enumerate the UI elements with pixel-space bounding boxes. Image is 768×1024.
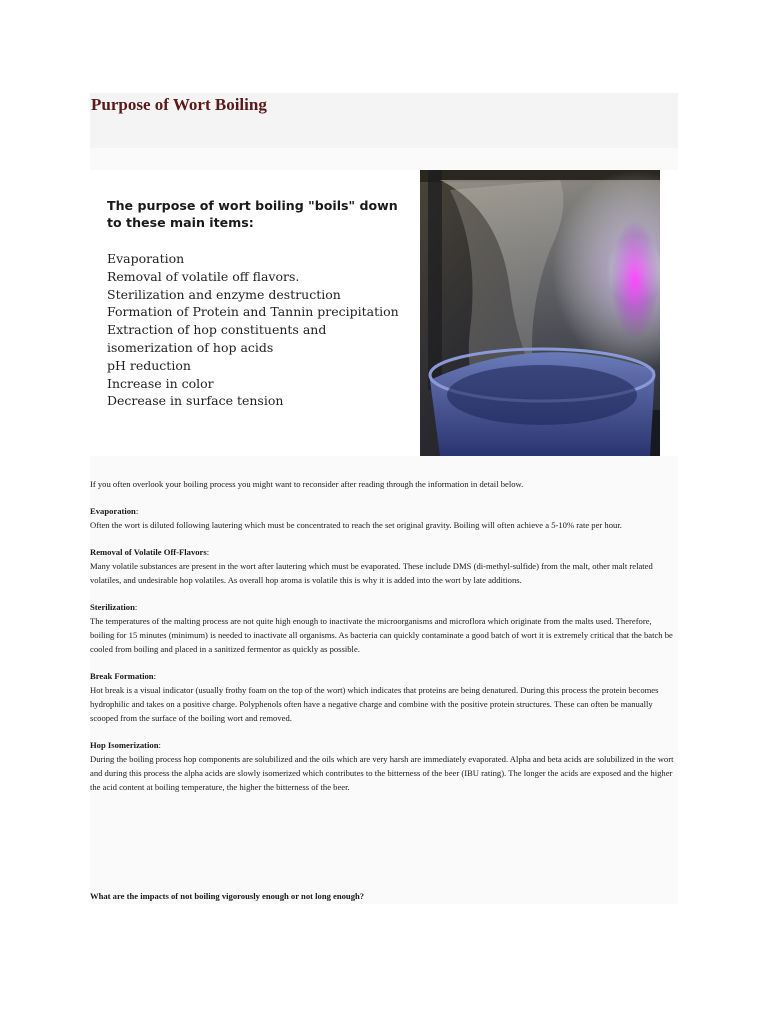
- article-body: [90, 477, 678, 807]
- section-text: Hot break is a visual indicator (usually frothy foam on the top of the wort) which indicates that proteins are being denatured. During this process the protein becomes hydrophilic and takes on a positive charge. Polyphenols often have a negative charge and combine with the positive protein structures. These can often be manually scooped from the surface of the boiling wort and removed.: [90, 685, 659, 723]
- section-evaporation: Evaporation: Often the wort is diluted following lautering which must be concentrated to reach the set original gravity. Boiling will often achieve a 5-10% rate per hour.: [90, 504, 678, 532]
- list-item: Decrease in surface tension: [107, 393, 284, 409]
- boiling-pot-photo: [420, 170, 660, 456]
- section-text: Many volatile substances are present in the wort after lautering which must be evaporated. These include DMS (di-methyl-sulfide) from the malt, other malt related volatiles, and undesirable hop volatiles. As overall hop aroma is volatile this is why it is added into the wort by late additions.: [90, 561, 653, 585]
- list-item: Increase in color: [107, 375, 214, 391]
- list-item: Extraction of hop constituents and isomerization of hop acids: [107, 322, 327, 355]
- list-item: Sterilization and enzyme destruction: [107, 286, 341, 302]
- intro-box: [90, 170, 678, 456]
- section-heading: Break Formation: [90, 671, 154, 681]
- list-item: Formation of Protein and Tannin precipitation: [107, 304, 399, 320]
- section-break-formation: Break Formation: Hot break is a visual indicator (usually frothy foam on the top of the wort) which indicates that proteins are being denatured. During this process the protein becomes hydrophilic and takes on a positive charge. Polyphenols often have a negative charge and combine with the positive protein structures. These can often be manually scooped from the surface of the boiling wort and removed.: [90, 669, 678, 725]
- section-heading: Sterilization: [90, 602, 135, 612]
- section-heading: Removal of Volatile Off-Flavors: [90, 547, 207, 557]
- list-item: Evaporation: [107, 251, 185, 266]
- section-heading: Hop Isomerization: [90, 740, 159, 750]
- list-item: Removal of volatile off flavors.: [107, 268, 300, 284]
- section-sterilization: Sterilization: The temperatures of the malting process are not quite high enough to inactivate the microorganisms and microflora which originate from the malts used. Therefore, boiling for 15 minutes (minimum) is needed to inactivate all organisms. As bacteria can quickly contaminate a good batch of wort it is extremely critical that the batch be cooled from boiling and placed in a sanitized fermentor as quickly as possible.: [90, 600, 678, 656]
- section-text: Often the wort is diluted following lautering which must be concentrated to reach the set original gravity. Boiling will often achieve a 5-10% rate per hour.: [90, 520, 622, 530]
- document-page: [90, 93, 678, 904]
- lead-paragraph: If you often overlook your boiling process you might want to reconsider after reading through the information in detail below.: [90, 479, 524, 489]
- section-hop-isomerization: Hop Isomerization: During the boiling process hop components are solubilized and the oils which are very harsh are immediately evaporated. Alpha and beta acids are solubilized in the wort and during this process the alpha acids are slowly isomerized which contributes to the bitterness of the beer (IBU rating). The longer the acids are exposed and the higher the acid content at boiling temperature, the higher the bitterness of the beer.: [90, 738, 678, 794]
- section-text: During the boiling process hop components are solubilized and the oils which are very harsh are immediately evaporated. Alpha and beta acids are solubilized in the wort and during this process the alpha acids are slowly isomerized which contributes to the bitterness of the beer (IBU rating). The longer the acids are exposed and the higher the acid content at boiling temperature, the higher the bitterness of the beer.: [90, 754, 674, 792]
- title-band: [90, 93, 678, 148]
- intro-list: [107, 250, 407, 410]
- closing-question: What are the impacts of not boiling vigorously enough or not long enough?: [90, 891, 365, 901]
- intro-heading: The purpose of wort boiling "boils" down to these main items:: [107, 198, 398, 230]
- list-item: pH reduction: [107, 357, 191, 373]
- section-text: The temperatures of the malting process are not quite high enough to inactivate the microorganisms and microflora which originate from the malts used. Therefore, boiling for 15 minutes (minimum) is needed to inactivate all organisms. As bacteria can quickly contaminate a good batch of wort it is extremely critical that the batch be cooled from boiling and placed in a sanitized fermentor as quickly as possible.: [90, 616, 673, 654]
- section-volatiles: Removal of Volatile Off-Flavors: Many volatile substances are present in the wort after lautering which must be evaporated. These include DMS (di-methyl-sulfide) from the malt, other malt related volatiles, and undesirable hop volatiles. As overall hop aroma is volatile this is why it is added into the wort by late additions.: [90, 545, 678, 587]
- page-title: Purpose of Wort Boiling: [91, 95, 267, 114]
- section-heading: Evaporation: [90, 506, 136, 516]
